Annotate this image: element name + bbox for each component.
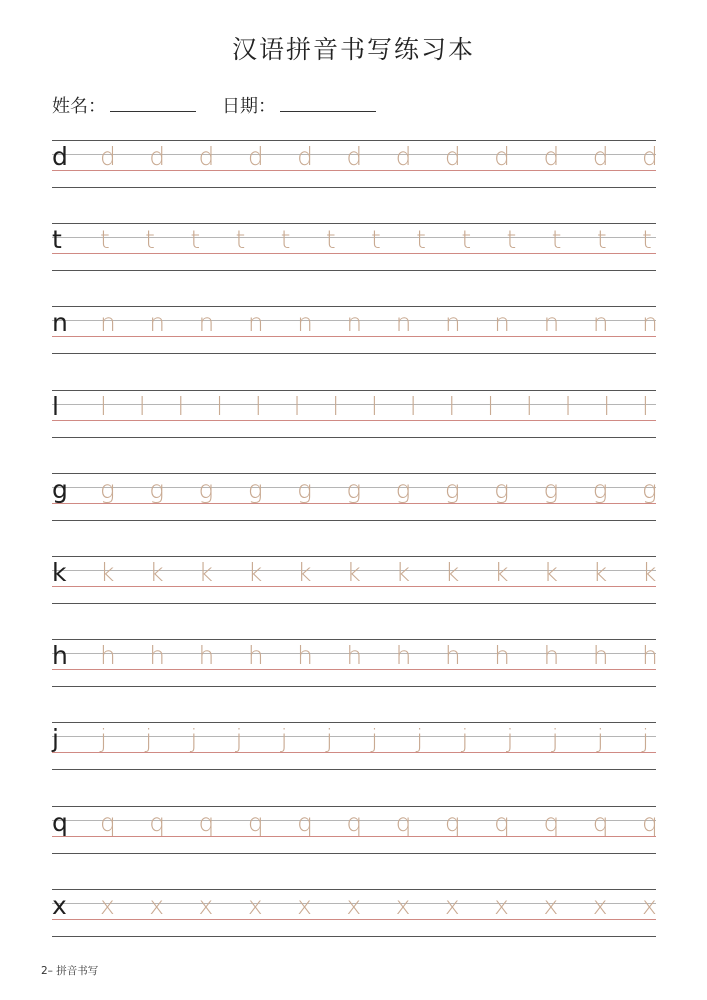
trace-letter: j xyxy=(642,724,649,754)
trace-letter: q xyxy=(297,807,313,837)
trace-letter: x xyxy=(198,890,214,920)
trace-letter: g xyxy=(346,474,362,504)
trace-letter: t xyxy=(642,225,652,255)
guide-line-bottom xyxy=(52,187,656,188)
trace-letter: d xyxy=(297,142,313,171)
trace-letter: h xyxy=(642,641,658,671)
trace-letter: g xyxy=(592,474,608,504)
trace-letter: j xyxy=(551,724,559,754)
trace-letter: g xyxy=(198,474,214,504)
trace-letter: q xyxy=(100,807,116,837)
trace-letter: g xyxy=(543,474,559,504)
trace-letter: j xyxy=(235,724,243,754)
trace-letter: n xyxy=(247,308,264,338)
trace-letter: k xyxy=(346,558,361,587)
guide-line-bottom xyxy=(52,353,656,354)
trace-letter: j xyxy=(461,724,469,754)
trace-letter: t xyxy=(235,225,246,255)
model-letter: d xyxy=(52,142,68,171)
trace-letter: t xyxy=(416,225,426,255)
trace-letter: x xyxy=(642,890,657,920)
trace-letter: t xyxy=(461,225,472,255)
trace-letter: t xyxy=(506,225,517,255)
trace-letter: g xyxy=(395,474,411,504)
guide-line-top xyxy=(52,473,656,474)
trace-letter: t xyxy=(551,225,562,255)
trace-letter: j xyxy=(416,724,424,754)
guide-line-bottom xyxy=(52,437,656,438)
model-letter: k xyxy=(52,558,67,587)
model-letter: h xyxy=(52,641,68,671)
trace-letter: k xyxy=(100,558,115,587)
trace-letter: h xyxy=(543,641,560,671)
trace-letter: j xyxy=(596,724,604,754)
trace-letter: n xyxy=(592,308,609,338)
practice-row-n xyxy=(52,306,656,354)
guide-line-bottom xyxy=(52,270,656,271)
trace-letter: k xyxy=(444,558,460,587)
trace-letter: k xyxy=(149,558,164,587)
trace-letter: d xyxy=(444,142,461,171)
trace-letter: q xyxy=(494,807,511,837)
trace-letter: j xyxy=(325,724,333,754)
trace-letter: q xyxy=(592,807,609,837)
trace-letter: k xyxy=(592,558,608,587)
practice-row-x xyxy=(52,889,656,937)
practice-row-t xyxy=(52,223,656,271)
trace-letter: l xyxy=(216,391,224,421)
trace-letter: k xyxy=(642,558,657,587)
page-footer: 2– 拼音书写 xyxy=(41,965,99,977)
trace-letter: d xyxy=(149,142,166,171)
trace-letter: d xyxy=(346,142,363,171)
trace-letter: k xyxy=(247,558,263,587)
guide-line-base xyxy=(52,752,656,753)
trace-letter: d xyxy=(543,142,560,171)
trace-letter: l xyxy=(487,391,495,421)
practice-row-h xyxy=(52,639,656,687)
practice-row-d xyxy=(52,140,656,188)
trace-letter: k xyxy=(395,558,411,587)
trace-letter: x xyxy=(494,890,509,920)
trace-letter: k xyxy=(198,558,214,587)
practice-row-l xyxy=(52,390,656,438)
trace-letter: t xyxy=(596,225,607,255)
trace-letter: g xyxy=(149,474,165,504)
guide-line-top xyxy=(52,140,656,141)
guide-line-top xyxy=(52,889,656,890)
guide-line-bottom xyxy=(52,769,656,770)
trace-letter: g xyxy=(642,474,658,504)
date-label: 日期： xyxy=(222,96,276,117)
guide-line-top xyxy=(52,223,656,224)
guide-line-bottom xyxy=(52,520,656,521)
model-letter: l xyxy=(52,391,59,421)
trace-letter: d xyxy=(100,142,116,171)
trace-letter: x xyxy=(100,890,115,920)
trace-letter: q xyxy=(395,807,412,837)
trace-letter: q xyxy=(346,807,363,837)
trace-letter: j xyxy=(371,724,378,754)
trace-letter: q xyxy=(198,807,215,837)
trace-letter: g xyxy=(100,474,116,504)
trace-letter: j xyxy=(100,724,107,754)
model-letter: j xyxy=(52,724,59,754)
name-blank-line[interactable] xyxy=(110,111,196,112)
trace-letter: n xyxy=(346,308,363,338)
trace-letter: n xyxy=(395,308,412,338)
trace-letter: n xyxy=(149,308,166,338)
page-title: 汉语拼音书写练习本 xyxy=(231,35,475,64)
guide-line-top xyxy=(52,390,656,391)
trace-letter: l xyxy=(332,391,340,421)
guide-line-top xyxy=(52,639,656,640)
guide-line-top xyxy=(52,306,656,307)
trace-letter: x xyxy=(247,890,263,920)
trace-letter: n xyxy=(494,308,511,338)
trace-letter: l xyxy=(603,391,611,421)
model-letter: q xyxy=(52,807,68,837)
trace-letter: x xyxy=(149,890,165,920)
model-letter: n xyxy=(52,308,68,338)
trace-letter: k xyxy=(297,558,312,587)
model-letter: x xyxy=(52,890,67,920)
date-blank-line[interactable] xyxy=(280,111,376,112)
trace-letter: q xyxy=(642,807,658,837)
guide-line-bottom xyxy=(52,686,656,687)
trace-letter: g xyxy=(297,474,313,504)
guide-line-mid xyxy=(52,237,656,238)
practice-row-j xyxy=(52,722,656,770)
trace-letter: j xyxy=(280,724,288,754)
trace-letter: n xyxy=(444,308,461,338)
trace-letter: x xyxy=(346,890,362,920)
trace-letter: h xyxy=(346,641,363,671)
trace-letter: l xyxy=(100,391,107,421)
trace-letter: k xyxy=(494,558,509,587)
trace-letter: g xyxy=(247,474,263,504)
trace-letter: h xyxy=(149,641,166,671)
trace-letter: n xyxy=(543,308,560,338)
trace-letter: g xyxy=(494,474,510,504)
trace-letter: h xyxy=(247,641,264,671)
trace-letter: h xyxy=(592,641,609,671)
trace-letter: t xyxy=(190,225,201,255)
trace-letter: d xyxy=(592,142,609,171)
trace-letter: x xyxy=(395,890,411,920)
model-letter: t xyxy=(52,225,62,255)
practice-row-g xyxy=(52,473,656,521)
trace-letter: t xyxy=(325,225,336,255)
guide-line-base xyxy=(52,253,656,254)
trace-letter: t xyxy=(100,225,110,255)
trace-letter: l xyxy=(448,391,456,421)
trace-letter: d xyxy=(494,142,511,171)
guide-line-top xyxy=(52,556,656,557)
guide-line-bottom xyxy=(52,936,656,937)
trace-letter: l xyxy=(564,391,572,421)
trace-letter: q xyxy=(149,807,166,837)
trace-letter: h xyxy=(100,641,116,671)
guide-line-bottom xyxy=(52,603,656,604)
trace-letter: n xyxy=(100,308,116,338)
practice-row-k xyxy=(52,556,656,604)
trace-letter: t xyxy=(145,225,155,255)
trace-letter: q xyxy=(444,807,461,837)
trace-letter: h xyxy=(198,641,215,671)
trace-letter: q xyxy=(247,807,264,837)
practice-row-q xyxy=(52,806,656,854)
trace-letter: n xyxy=(297,308,313,338)
trace-letter: l xyxy=(138,391,146,421)
name-field xyxy=(52,92,196,118)
trace-letter: h xyxy=(444,641,461,671)
trace-letter: l xyxy=(254,391,262,421)
trace-letter: j xyxy=(145,724,153,754)
guide-line-mid xyxy=(52,736,656,737)
trace-letter: d xyxy=(395,142,412,171)
trace-letter: d xyxy=(642,142,658,171)
guide-line-top xyxy=(52,806,656,807)
trace-letter: x xyxy=(592,890,608,920)
trace-letter: l xyxy=(293,391,301,421)
trace-letter: l xyxy=(177,391,185,421)
trace-letter: l xyxy=(371,391,378,421)
trace-letter: n xyxy=(642,308,658,338)
trace-letter: l xyxy=(642,391,649,421)
trace-letter: h xyxy=(494,641,511,671)
trace-letter: h xyxy=(395,641,412,671)
trace-letter: l xyxy=(525,391,533,421)
trace-letter: k xyxy=(543,558,558,587)
trace-letter: n xyxy=(198,308,215,338)
trace-letter: d xyxy=(247,142,264,171)
trace-letter: l xyxy=(409,391,417,421)
trace-letter: j xyxy=(190,724,198,754)
trace-letter: x xyxy=(297,890,312,920)
trace-letter: h xyxy=(297,641,313,671)
name-label: 姓名： xyxy=(52,96,106,117)
guide-line-top xyxy=(52,722,656,723)
guide-line-bottom xyxy=(52,853,656,854)
trace-letter: g xyxy=(444,474,460,504)
trace-letter: x xyxy=(444,890,460,920)
trace-letter: q xyxy=(543,807,560,837)
trace-letter: t xyxy=(371,225,381,255)
trace-letter: d xyxy=(198,142,215,171)
model-letter: g xyxy=(52,474,68,504)
trace-letter: x xyxy=(543,890,559,920)
trace-letter: j xyxy=(506,724,514,754)
date-field xyxy=(222,92,376,118)
trace-letter: t xyxy=(280,225,291,255)
